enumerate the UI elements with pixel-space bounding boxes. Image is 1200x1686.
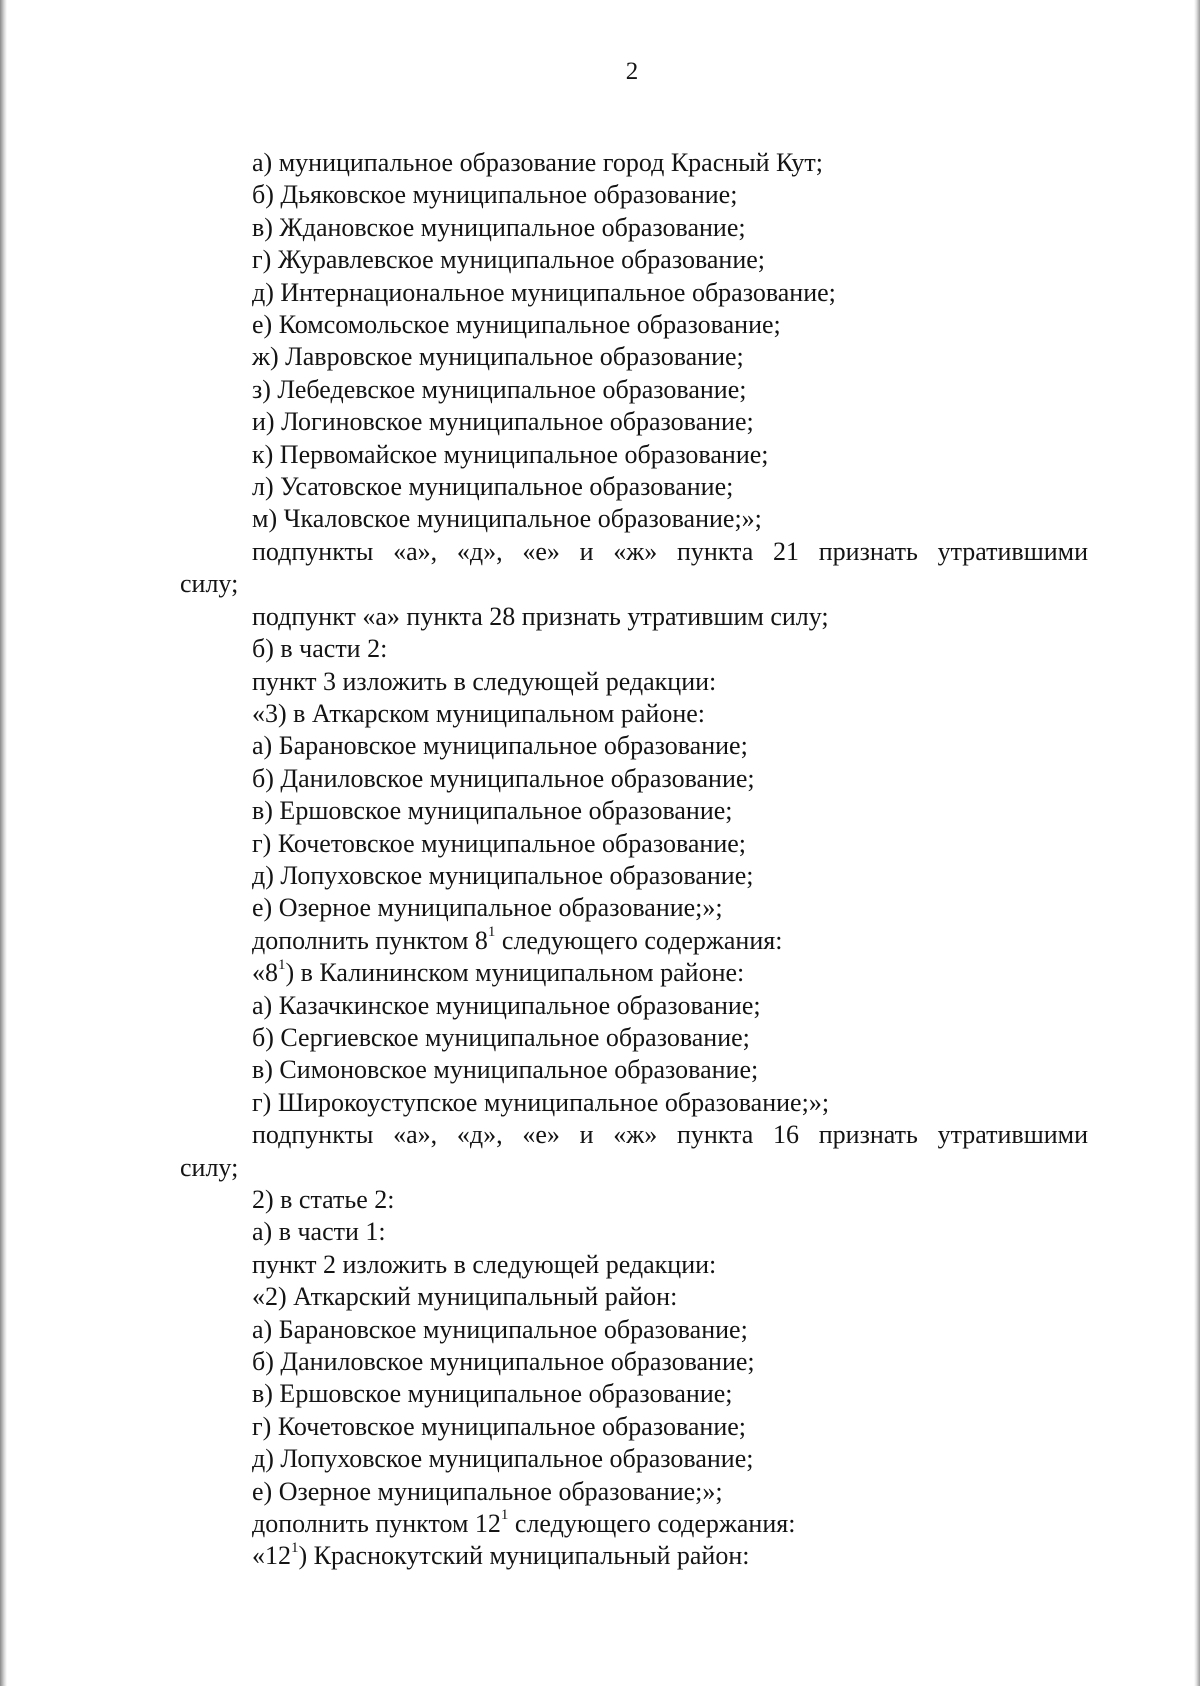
superscript: 1 xyxy=(291,1539,299,1556)
paragraph-line: подпункты «а», «д», «е» и «ж» пункта 21 признать утратившими xyxy=(252,536,1088,566)
list-item: а) Казачкинское муниципальное образование; xyxy=(252,990,761,1020)
paragraph-line: силу; xyxy=(180,569,239,599)
paragraph-line xyxy=(180,925,1088,957)
list-item: ж) Лавровское муниципальное образование; xyxy=(252,342,744,372)
scanned-page-right-edge xyxy=(1194,0,1200,1686)
list-item: и) Логиновское муниципальное образование; xyxy=(252,407,754,437)
paragraph-line: подпункты «а», «д», «е» и «ж» пункта 16 признать утратившими xyxy=(252,1120,1088,1150)
list-item: г) Кочетовское муниципальное образование; xyxy=(252,1411,747,1441)
list-item: в) Ершовское муниципальное образование; xyxy=(252,796,733,826)
list-item: а) муниципальное образование город Красный Кут; xyxy=(252,148,824,177)
superscript: 1 xyxy=(487,924,496,941)
paragraph-line xyxy=(180,1540,1088,1572)
paragraph-line: пункт 3 изложить в следующей редакции: xyxy=(252,666,717,696)
list-item: б) Даниловское муниципальное образование; xyxy=(252,763,755,793)
line-text: ) Краснокутский муниципальный район: xyxy=(298,1541,750,1571)
list-item: а) Барановское муниципальное образование; xyxy=(252,731,748,761)
line-text: дополнить пунктом 12 xyxy=(252,1509,501,1539)
list-item: д) Интернациональное муниципальное образование; xyxy=(252,277,836,307)
list-item: в) Ждановское муниципальное образование; xyxy=(252,212,746,242)
paragraph-line: а) в части 1: xyxy=(252,1217,386,1247)
line-text: следующего содержания: xyxy=(508,1509,796,1539)
line-text: ) в Калининском муниципальном районе: xyxy=(285,958,745,988)
scanned-page-left-edge xyxy=(0,0,7,1686)
list-item: е) Комсомольское муниципальное образование; xyxy=(252,310,781,340)
list-item: л) Усатовское муниципальное образование; xyxy=(252,472,734,502)
line-text: «8 xyxy=(252,958,278,988)
list-item: в) Ершовское муниципальное образование; xyxy=(252,1379,733,1409)
superscript: 1 xyxy=(500,1507,509,1524)
document-body xyxy=(180,147,1088,1573)
list-item: а) Барановское муниципальное образование; xyxy=(252,1314,748,1344)
paragraph-line: 2) в статье 2: xyxy=(252,1185,395,1214)
page-number: 2 xyxy=(625,58,639,85)
superscript: 1 xyxy=(278,956,286,973)
line-text: следующего содержания: xyxy=(495,925,783,955)
list-item: б) Даниловское муниципальное образование; xyxy=(252,1347,755,1377)
paragraph-line: пункт 2 изложить в следующей редакции: xyxy=(252,1249,717,1279)
paragraph-line: б) в части 2: xyxy=(252,634,388,664)
paragraph-line: «3) в Аткарском муниципальном районе: xyxy=(252,698,705,728)
list-item: б) Дьяковское муниципальное образование; xyxy=(252,180,738,210)
list-item: г) Кочетовское муниципальное образование; xyxy=(252,828,747,858)
paragraph-line: силу; xyxy=(180,1152,239,1182)
list-item: г) Широкоуступское муниципальное образование;»; xyxy=(252,1087,830,1117)
paragraph-line xyxy=(180,1508,1088,1540)
list-item: е) Озерное муниципальное образование;»; xyxy=(252,1476,723,1506)
paragraph-line: «2) Аткарский муниципальный район: xyxy=(252,1282,678,1312)
list-item: з) Лебедевское муниципальное образование; xyxy=(252,374,747,404)
list-item: г) Журавлевское муниципальное образование; xyxy=(252,245,766,275)
line-text: «12 xyxy=(252,1541,291,1571)
list-item: к) Первомайское муниципальное образование; xyxy=(252,439,769,469)
list-item: б) Сергиевское муниципальное образование; xyxy=(252,1022,750,1052)
list-item: д) Лопуховское муниципальное образование; xyxy=(252,1444,754,1474)
list-item: в) Симоновское муниципальное образование; xyxy=(252,1055,759,1085)
paragraph-line: подпункт «а» пункта 28 признать утратившим силу; xyxy=(252,601,829,631)
list-item: е) Озерное муниципальное образование;»; xyxy=(252,893,723,923)
line-text: дополнить пунктом 8 xyxy=(252,925,488,955)
paragraph-line xyxy=(180,957,1088,989)
list-item: д) Лопуховское муниципальное образование; xyxy=(252,860,754,890)
list-item: м) Чкаловское муниципальное образование;»; xyxy=(252,504,762,534)
